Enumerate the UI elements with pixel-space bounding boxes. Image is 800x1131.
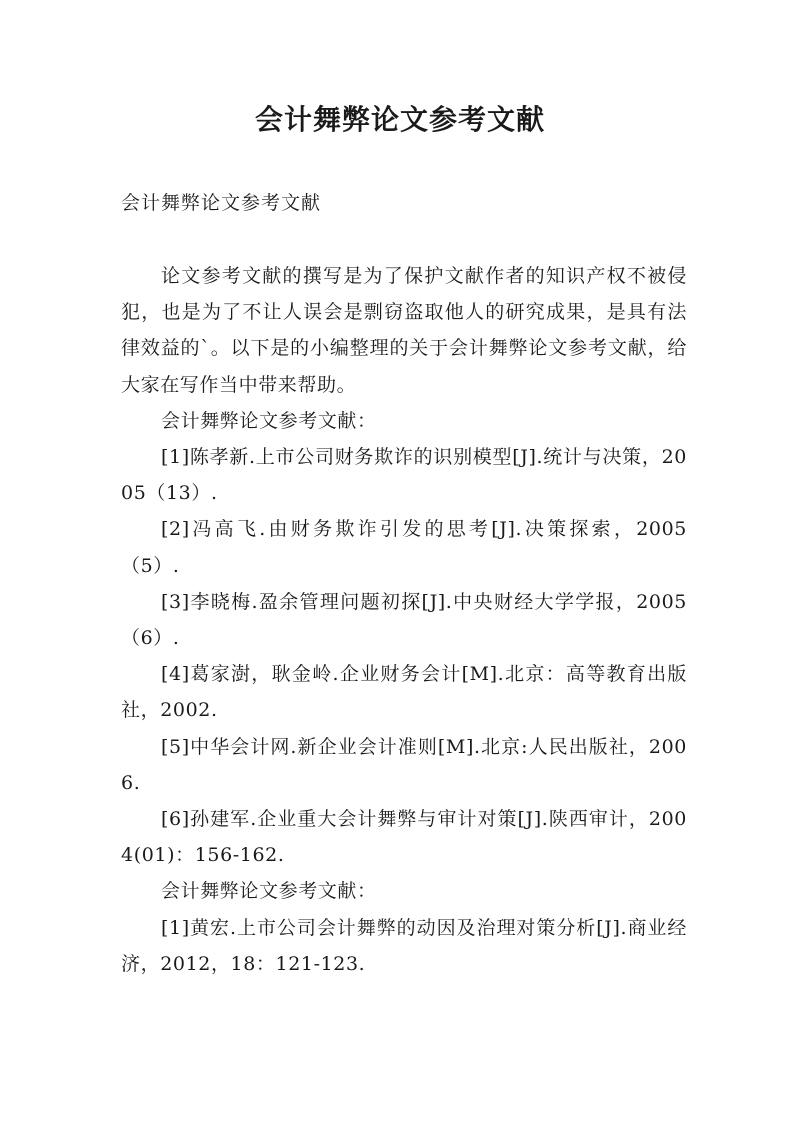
section-heading: 会计舞弊论文参考文献： [161, 880, 377, 903]
document-body [121, 258, 687, 982]
reference-item: [4]葛家澍，耿金岭.企业财务会计[M].北京：高等教育出版社，2002. [121, 663, 687, 722]
document-subtitle: 会计舞弊论文参考文献 [121, 192, 322, 214]
section-heading: 会计舞弊论文参考文献： [161, 409, 377, 432]
reference-item: [2]冯高飞.由财务欺诈引发的思考[J].决策探索，2005（5）. [121, 518, 687, 577]
reference-item: [1]黄宏.上市公司会计舞弊的动因及治理对策分析[J].商业经济，2012，18：121-123. [121, 916, 687, 975]
intro-paragraph: 论文参考文献的撰写是为了保护文献作者的知识产权不被侵犯，也是为了不让人误会是剽窃盗取他人的研究成果，是具有法律效益的`。以下是的小编整理的关于会计舞弊论文参考文献，给大家在写作当中带来帮助。 [121, 265, 687, 396]
reference-item: [1]陈孝新.上市公司财务欺诈的识别模型[J].统计与决策，2005（13）. [121, 446, 687, 505]
document-title: 会计舞弊论文参考文献 [254, 103, 545, 136]
reference-item: [6]孙建军.企业重大会计舞弊与审计对策[J].陕西审计，2004(01)：156-162. [121, 808, 687, 867]
reference-item: [3]李晓梅.盈余管理问题初探[J].中央财经大学学报，2005（6）. [121, 590, 687, 650]
reference-item: [5]中华会计网.新企业会计准则[M].北京:人民出版社，2006. [121, 735, 687, 794]
